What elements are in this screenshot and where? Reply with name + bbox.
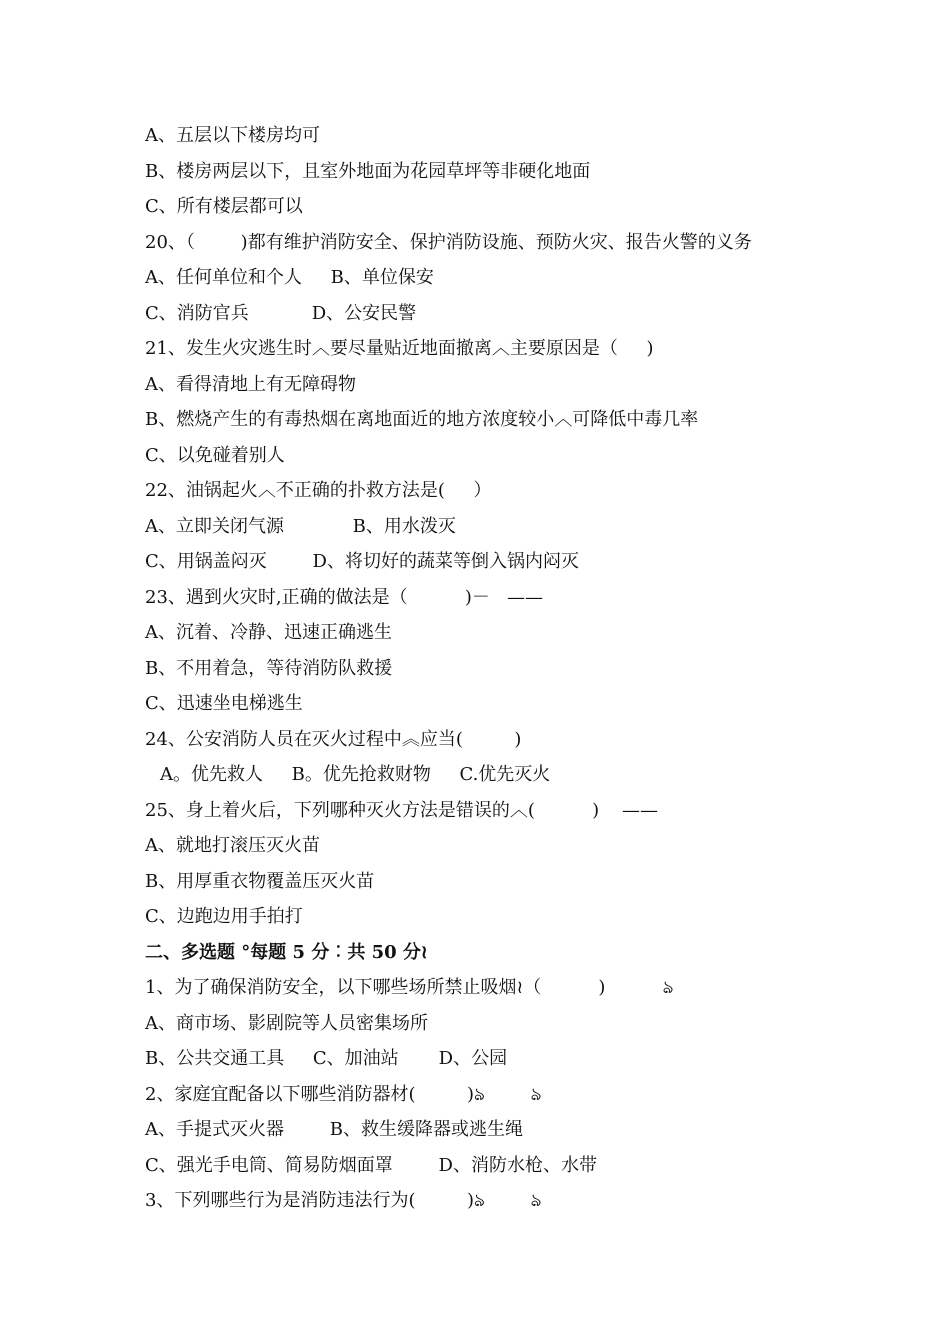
option-line: C、用锅盖闷灭 D、将切好的蔬菜等倒入锅内闷灭 — [145, 551, 579, 572]
question-line: 25、身上着火后，下列哪种灭火方法是错误的︿( ) —— — [145, 800, 659, 821]
option-line: B、用厚重衣物覆盖压灭火苗 — [145, 871, 375, 892]
question-line: 23、遇到火灾时,正确的做法是（ )－ —— — [145, 587, 544, 608]
question-line: 3、下列哪些行为是消防违法行为( )ঌ ঌ — [145, 1190, 542, 1211]
option-line: A、任何单位和个人 B、单位保安 — [145, 267, 434, 288]
question-line: 20、（ )都有维护消防安全、保护消防设施、预防火灾、报告火警的义务 — [145, 232, 752, 253]
option-line: C、以免碰着别人 — [145, 445, 285, 466]
option-line: B、不用着急，等待消防队救援 — [145, 658, 393, 679]
option-line: A。优先救人 B。优先抢救财物 C.优先灭火 — [160, 764, 551, 785]
option-line: A、手提式灭火器 B、救生缓降器或逃生绳 — [145, 1119, 523, 1140]
option-line: A、立即关闭气源 B、用水泼灭 — [145, 516, 456, 537]
question-line: 2、家庭宜配备以下哪些消防器材( )ঌ ঌ — [145, 1084, 542, 1105]
section-heading: 二、多选题 °每题 5 分︰共 50 分≀ — [145, 942, 428, 963]
option-line: C、消防官兵 D、公安民警 — [145, 303, 417, 324]
question-line: 24、公安消防人员在灭火过程中︽应当( ) — [145, 729, 522, 750]
option-line: A、五层以下楼房均可 — [145, 125, 320, 146]
question-line: 22、油锅起火︿不正确的扑救方法是( ） — [145, 480, 492, 501]
question-line: 21、发生火灾逃生时︿要尽量贴近地面撤离︿主要原因是（ ) — [145, 338, 654, 359]
option-line: B、公共交通工具 C、加油站 D、公园 — [145, 1048, 508, 1069]
option-line: C、所有楼层都可以 — [145, 196, 303, 217]
option-line: C、边跑边用手拍打 — [145, 906, 303, 927]
option-line: A、沉着、冷静、迅速正确逃生 — [145, 622, 392, 643]
option-line: B、燃烧产生的有毒热烟在离地面近的地方浓度较小︿可降低中毒几率 — [145, 409, 699, 430]
option-line: A、看得清地上有无障碍物 — [145, 374, 356, 395]
option-line: B、楼房两层以下，且室外地面为花园草坪等非硬化地面 — [145, 161, 591, 182]
question-line: 1、为了确保消防安全，以下哪些场所禁止吸烟≀（ ) ঌ — [145, 977, 674, 998]
option-line: A、就地打滚压灭火苗 — [145, 835, 320, 856]
option-line: C、强光手电筒、简易防烟面罩 D、消防水枪、水带 — [145, 1155, 597, 1176]
option-line: A、商市场、影剧院等人员密集场所 — [145, 1013, 428, 1034]
option-line: C、迅速坐电梯逃生 — [145, 693, 303, 714]
